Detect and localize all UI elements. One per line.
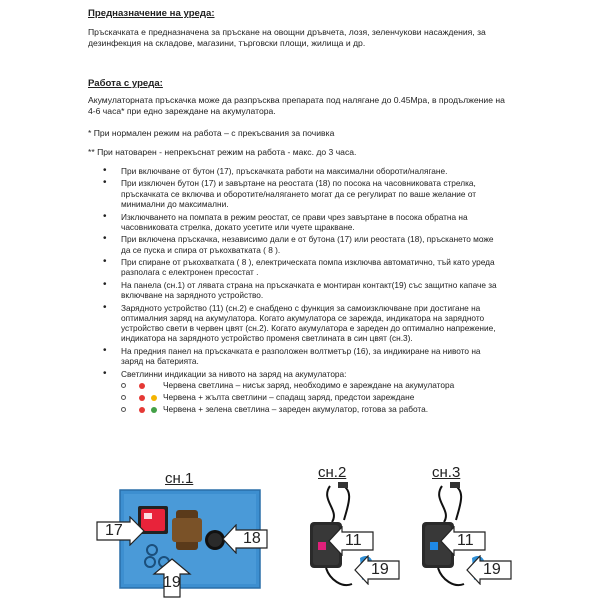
list-item: • Изключването на помпата в режим реостат, се прави чрез завъртане в посока обратна на часовниковата стрелка, докато усетите или чуете щракване. — [103, 212, 503, 233]
figure-2-label: сн.2 — [318, 464, 347, 481]
yellow-light-icon — [151, 395, 157, 401]
list-item: • При включване от бутон (17), пръскачката работи на максимални обороти/налягане. — [103, 166, 503, 176]
red-light-icon — [139, 383, 145, 389]
indicator-row-red-yellow — [121, 392, 503, 404]
figure-1-label: сн.1 — [165, 470, 194, 487]
figure-3-label: сн.3 — [432, 464, 461, 481]
arrow-11-label: 11 — [457, 532, 474, 549]
usage-note-normal: * При нормален режим на работа – с прекъсвания за почивка — [88, 128, 335, 138]
arrow-11-label: 11 — [345, 532, 362, 549]
arrow-19-label: 19 — [163, 574, 181, 591]
section-usage-heading: Работа с уреда: — [88, 78, 163, 89]
section-purpose-body: Пръскачката е предназначена за пръскане на овощни дръвчета, лозя, зеленчукови насаждения, за дезинфекция на складове, магазини, търговски площи, жилища и др. — [88, 27, 486, 48]
green-light-icon — [151, 407, 157, 413]
circle-bullet-icon — [121, 383, 126, 388]
indicator-text: Червена + зелена светлина – зареден акумулатор, готова за работа. — [163, 403, 429, 414]
indicator-list — [121, 380, 503, 416]
indicator-row-red — [121, 380, 503, 392]
list-item: • При включена пръскачка, независимо дали е от бутона (17) или реостата (18), пръскането може да се пуска и спира от ръкохватката ( 8 ). — [103, 234, 503, 255]
red-light-icon — [139, 407, 145, 413]
circle-bullet-icon — [121, 407, 126, 412]
arrow-19-label: 19 — [483, 561, 501, 578]
indicator-text: Червена светлина – нисък заряд, необходимо е зареждане на акумулатора — [163, 379, 455, 390]
arrow-19-label: 19 — [371, 561, 389, 578]
indicator-text: Червена + жълта светлини – спадащ заряд, предстои зареждане — [163, 391, 415, 402]
red-light-icon — [139, 395, 145, 401]
usage-note-heavy: ** При натоварен - непрекъснат режим на работа - макс. до 3 часа. — [88, 147, 357, 157]
list-item: • На предния панел на пръскачката е разположен волтметър (16), за индикиране на нивото на заряд на батерията. — [103, 346, 503, 367]
indicator-row-red-green — [121, 404, 503, 416]
list-item: • При изключен бутон (17) и завъртане на реостата (18) по посока на часовниковата стрелка, пръскачката се включва и оборотите/налягането могат да се регулират по ваше желание от минимални до максимални. — [103, 178, 503, 209]
list-item: • На панела (сн.1) от лявата страна на пръскачката е монтиран контакт(19) със защитно капаче за включване на зарядното устройство. — [103, 280, 503, 301]
indicator-intro: Светлинни индикации за нивото на заряд на акумулатора: — [121, 368, 347, 379]
arrow-17-label: 17 — [105, 522, 123, 539]
section-purpose-heading: Предназначение на уреда: — [88, 8, 215, 19]
arrow-18-label: 18 — [243, 530, 261, 547]
usage-bullet-list — [103, 166, 503, 417]
circle-bullet-icon — [121, 395, 126, 400]
usage-intro: Акумулаторната пръскачка може да разпръсква препарата под налягане до 0.45Мра, в продължение на 4-6 часа* при едно зареждане на акумулатора. — [88, 95, 505, 116]
list-item: • При спиране от ръкохватката ( 8 ), електрическата помпа изключва автоматично, тъй като уреда разполага с електронен пресостат . — [103, 257, 503, 278]
list-item: • Зарядното устройство (11) (сн.2) е снабдено с функция за самоизключване при достигане на оптималния заряд на акумулатора. Когато акумулатора се зарежда, индикатора на зарядното устройство свети в червен цвят (сн.2). Когато акумулатора е зареден до оптимално напрежение, индикатора на зарядното устройство променя светлината в син цвят (сн.3). — [103, 303, 503, 344]
list-item — [103, 369, 503, 416]
